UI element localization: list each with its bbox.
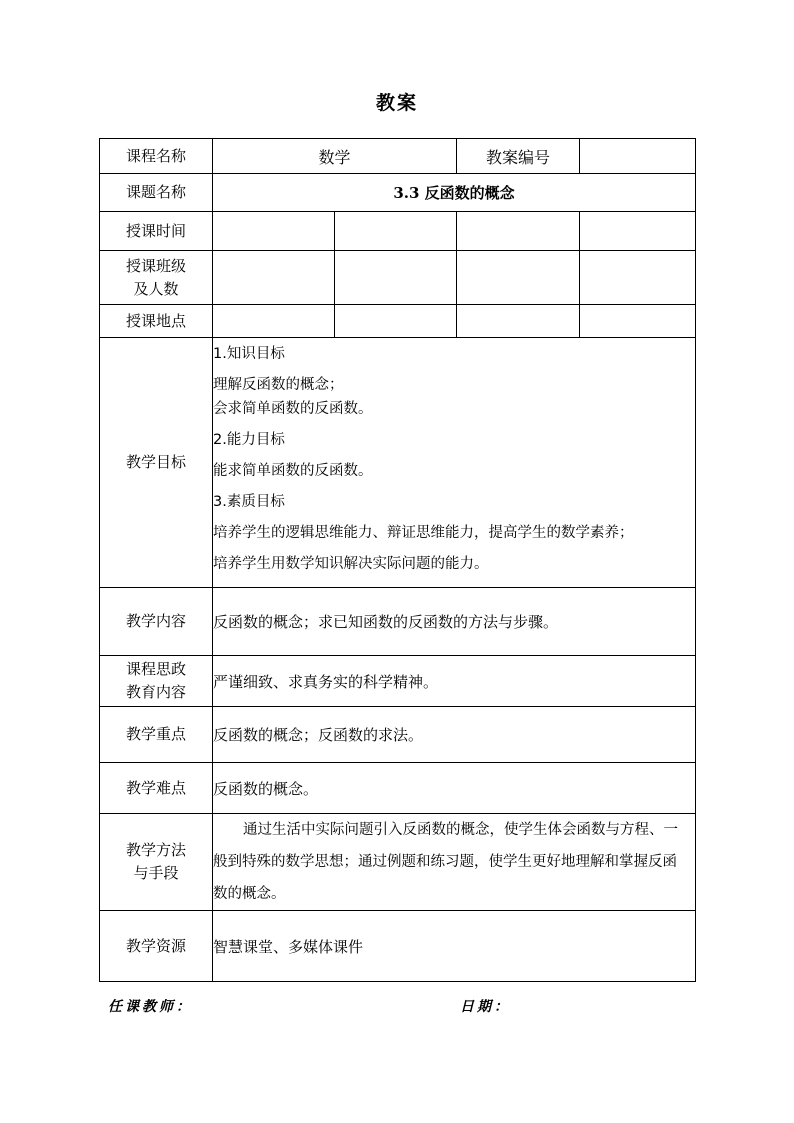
row-location <box>100 305 696 338</box>
objectives-label: 教学目标 <box>100 338 213 588</box>
objective-line: 培养学生用数学知识解决实际问题的能力。 <box>213 556 489 572</box>
objective-line: 1.知识目标 <box>213 346 285 362</box>
location-cell-1 <box>213 305 335 338</box>
methods-label-line1: 教学方法 <box>125 841 186 859</box>
date-label: 日期： <box>460 999 511 1015</box>
ideology-label-line1: 课程思政 <box>125 660 186 678</box>
topic-label: 课题名称 <box>100 174 213 212</box>
row-difficulties <box>100 763 696 814</box>
course-name-label: 课程名称 <box>100 139 213 174</box>
methods-value: 通过生活中实际问题引入反函数的概念，使学生体会函数与方程、一般到特殊的数学思想；通过例题和练习题，使学生更好地理解和掌握反函数的概念。 <box>213 822 678 902</box>
objective-line: 3.素质目标 <box>213 494 285 510</box>
objective-line: 理解反函数的概念； <box>213 377 344 393</box>
location-cell-2 <box>335 305 457 338</box>
row-content <box>100 588 696 656</box>
ideology-label-line2: 教育内容 <box>125 683 186 701</box>
row-topic <box>100 174 696 212</box>
class-cell-2 <box>335 251 457 305</box>
row-course-name <box>100 139 696 174</box>
row-time <box>100 212 696 251</box>
plan-number-value <box>580 139 696 174</box>
objective-line: 2.能力目标 <box>213 432 285 448</box>
time-label: 授课时间 <box>100 212 213 251</box>
time-cell-2 <box>335 212 457 251</box>
objectives-content <box>213 338 696 588</box>
lesson-plan-table <box>99 138 696 982</box>
course-name-value: 数学 <box>213 139 457 174</box>
methods-content <box>213 814 696 911</box>
plan-number-label: 教案编号 <box>457 139 580 174</box>
row-ideology <box>100 656 696 707</box>
time-cell-4 <box>580 212 696 251</box>
class-cell-3 <box>457 251 580 305</box>
class-cell-1 <box>213 251 335 305</box>
class-label-line1: 授课班级 <box>125 256 186 275</box>
content-value: 反函数的概念；求已知函数的反函数的方法与步骤。 <box>213 588 696 656</box>
time-cell-3 <box>457 212 580 251</box>
location-cell-4 <box>580 305 696 338</box>
methods-label <box>100 814 213 911</box>
difficulties-label: 教学难点 <box>100 763 213 814</box>
row-resources <box>100 911 696 982</box>
class-label-line2: 及人数 <box>133 279 179 298</box>
methods-label-line2: 与手段 <box>133 864 179 882</box>
teacher-label: 任课教师： <box>108 999 193 1015</box>
ideology-value: 严谨细致、求真务实的科学精神。 <box>213 656 696 707</box>
row-methods <box>100 814 696 911</box>
topic-value: 3.3 反函数的概念 <box>213 174 696 212</box>
objective-line: 培养学生的逻辑思维能力、辩证思维能力，提高学生的数学素养； <box>213 525 634 541</box>
row-key-points <box>100 707 696 763</box>
class-label <box>100 251 213 305</box>
time-cell-1 <box>213 212 335 251</box>
content-label: 教学内容 <box>100 588 213 656</box>
ideology-label <box>100 656 213 707</box>
location-cell-3 <box>457 305 580 338</box>
document-title: 教案 <box>375 92 418 114</box>
resources-value: 智慧课堂、多媒体课件 <box>213 911 696 982</box>
row-class <box>100 251 696 305</box>
objective-line: 能求简单函数的反函数。 <box>213 463 373 479</box>
key-points-label: 教学重点 <box>100 707 213 763</box>
resources-label: 教学资源 <box>100 911 213 982</box>
difficulties-value: 反函数的概念。 <box>213 763 696 814</box>
row-objectives <box>100 338 696 588</box>
objective-line: 会求简单函数的反函数。 <box>213 401 373 417</box>
location-label: 授课地点 <box>100 305 213 338</box>
class-cell-4 <box>580 251 696 305</box>
key-points-value: 反函数的概念；反函数的求法。 <box>213 707 696 763</box>
